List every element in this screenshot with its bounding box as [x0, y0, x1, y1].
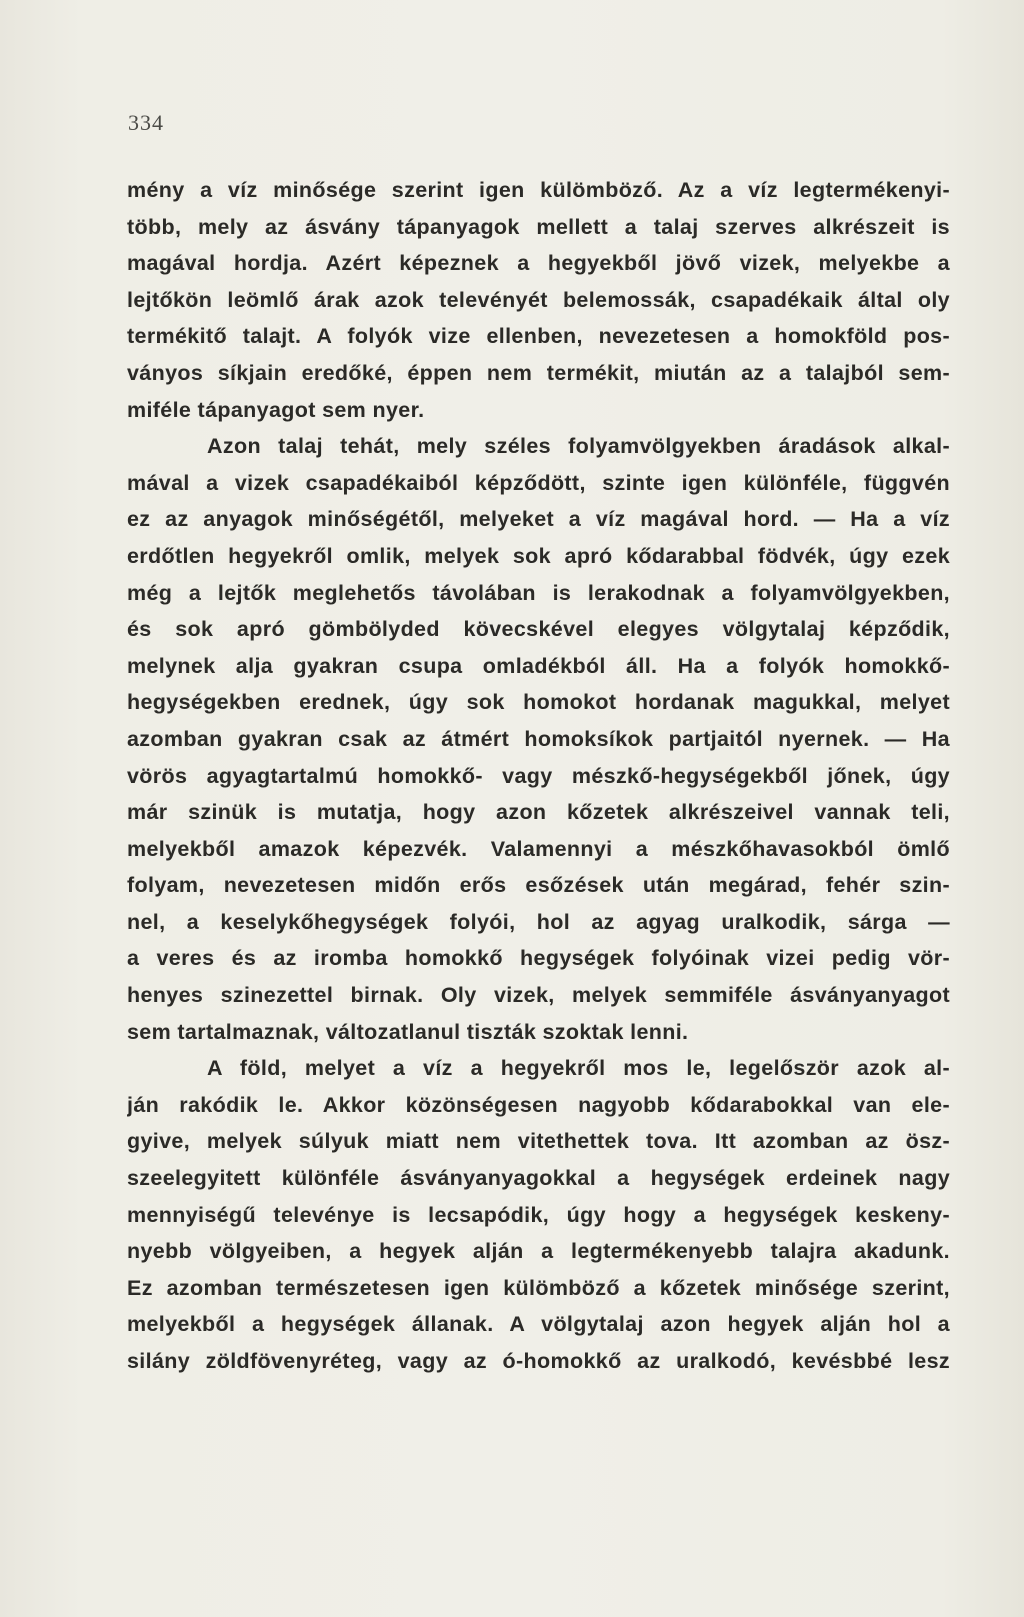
text-line: silány zöldfövenyréteg, vagy az ó-homokkő az uralkodó, kevésbbé lesz: [127, 1349, 950, 1373]
body-text: [127, 172, 950, 1380]
text-line: ez az anyagok minőségétől, melyeket a víz magával hord. — Ha a víz: [127, 507, 950, 532]
text-line: vörös agyagtartalmú homokkő- vagy mészkő-hegységekből jőnek, úgy: [127, 763, 950, 788]
text-line: henyes szinezettel birnak. Oly vizek, melyek semmiféle ásványanyagot: [127, 983, 950, 1008]
text-line: melyekből amazok képezvék. Valamennyi a mészkőhavasokból ömlő: [127, 836, 950, 861]
text-line: szeelegyitett különféle ásványanyagokkal a hegységek erdeinek nagy: [127, 1166, 950, 1191]
text-line: folyam, nevezetesen midőn erős esőzések után megárad, fehér szin-: [127, 873, 950, 898]
text-line: mény a víz minősége szerint igen külömböző. Az a víz legtermékenyi-: [127, 178, 950, 202]
text-line: hegységekben erednek, úgy sok homokot hordanak magukkal, melyet: [127, 690, 950, 715]
text-line: A föld, melyet a víz a hegyekről mos le, legelőször azok al-: [207, 1056, 950, 1081]
text-line: magával hordja. Azért képeznek a hegyekből jövő vizek, melyekbe a: [127, 251, 950, 276]
text-line: Ez azomban természetesen igen külömböző a kőzetek minősége szerint,: [127, 1275, 950, 1300]
text-line: gyive, melyek súlyuk miatt nem vitethettek tova. Itt azomban az ösz-: [127, 1129, 950, 1154]
text-line: nyebb völgyeiben, a hegyek alján a legtermékenyebb talajra akadunk.: [127, 1239, 950, 1264]
text-line: ványos síkjain eredőké, éppen nem termékit, miután az a talajból sem-: [127, 360, 950, 385]
text-line: lejtőkön leömlő árak azok televényét belemossák, csapadékaik által oly: [127, 287, 950, 312]
text-line: Azon talaj tehát, mely széles folyamvölgyekben áradások alkal-: [207, 434, 950, 459]
text-line: sem tartalmaznak, változatlanul tiszták szoktak lenni.: [127, 1019, 689, 1044]
text-line: miféle tápanyagot sem nyer.: [127, 397, 425, 422]
text-line: már szinük is mutatja, hogy azon kőzetek alkrészeivel vannak teli,: [127, 800, 950, 825]
text-line: még a lejtők meglehetős távolában is lerakodnak a folyamvölgyekben,: [127, 580, 950, 605]
text-line: több, mely az ásvány tápanyagok mellett a talaj szerves alkrészeit is: [127, 214, 950, 239]
text-line: mennyiségű televénye is lecsapódik, úgy hogy a hegységek keskeny-: [127, 1202, 950, 1227]
text-line: azomban gyakran csak az átmért homoksíkok partjaitól nyernek. — Ha: [127, 726, 950, 751]
text-line: nel, a keselykőhegységek folyói, hol az agyag uralkodik, sárga —: [127, 909, 950, 934]
page-number: 334: [128, 110, 164, 135]
text-line: a veres és az iromba homokkő hegységek folyóinak vizei pedig vör-: [127, 946, 950, 971]
text-line: erdőtlen hegyekről omlik, melyek sok apró kődarabbal födvék, úgy ezek: [127, 543, 950, 568]
text-line: és sok apró gömbölyded kövecskével elegyes völgytalaj képződik,: [127, 617, 950, 642]
text-line: mával a vizek csapadékaiból képződött, szinte igen különféle, függvén: [127, 470, 950, 495]
text-line: melynek alja gyakran csupa omladékból áll. Ha a folyók homokkő-: [127, 653, 950, 678]
text-line: termékitő talajt. A folyók vize ellenben, nevezetesen a homokföld pos-: [127, 324, 950, 349]
text-line: melyekből a hegységek állanak. A völgytalaj azon hegyek alján hol a: [127, 1312, 950, 1337]
text-line: ján rakódik le. Akkor közönségesen nagyobb kődarabokkal van ele-: [127, 1092, 950, 1117]
